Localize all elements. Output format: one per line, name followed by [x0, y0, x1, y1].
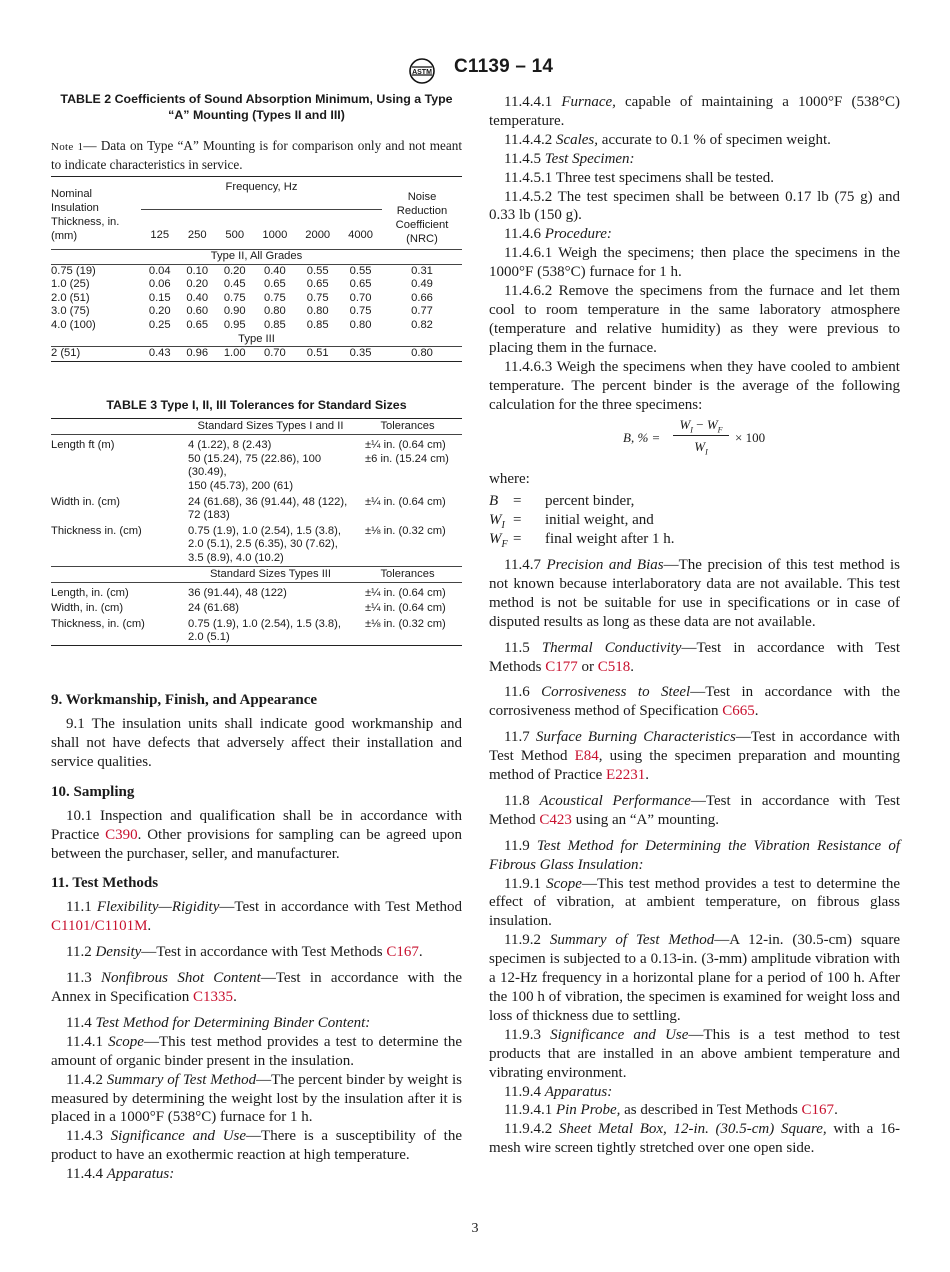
paragraph-text: . — [645, 767, 649, 784]
section-heading: 11. Test Methods — [51, 875, 159, 892]
table2-group-label: Type III — [51, 333, 462, 347]
astm-logo-icon — [408, 58, 452, 84]
sizes-cell — [188, 523, 353, 566]
paragraph-number: 11.4.5 — [504, 150, 545, 167]
table2-row — [51, 278, 462, 292]
sizes-cell — [188, 582, 353, 600]
paragraph-number: 11.9.4 — [504, 1083, 545, 1100]
where-symbol: B — [489, 493, 499, 510]
paragraph-11-4-1 — [51, 1033, 462, 1071]
paragraph-heading: Corrosiveness to Steel — [541, 684, 691, 701]
paragraph-number: 11.2 — [66, 944, 96, 961]
paragraph-number: 11.4.3 — [66, 1128, 111, 1145]
page-header — [0, 56, 950, 86]
col-frequency-header: Frequency, Hz — [141, 177, 382, 210]
table3-row — [51, 494, 462, 523]
paragraph-number: 11.9.1 — [504, 875, 547, 892]
paragraph-heading: Summary of Test Method — [106, 1071, 257, 1088]
coefficient-cell: 0.04 — [148, 264, 171, 277]
tolerance-cell — [353, 435, 462, 494]
paragraph-text: Three test specimens shall be tested. — [555, 169, 774, 186]
paragraph-text: . — [834, 1102, 838, 1119]
paragraph-number: 11.5 — [504, 639, 542, 656]
coefficient-cell: 0.70 — [349, 291, 372, 304]
where-definition: initial weight, and — [545, 512, 654, 529]
where-subscript: I — [501, 520, 505, 532]
paragraph-number: 11.7 — [504, 729, 536, 746]
tolerance-line: ±¼ in. (0.64 cm) — [365, 495, 446, 508]
reference-link[interactable]: C1101/C1101M — [51, 918, 148, 935]
coefficient-cell: 0.90 — [223, 305, 246, 318]
paragraph-11-9-4 — [489, 1083, 900, 1102]
section-heading: 9. Workmanship, Finish, and Appearance — [51, 691, 318, 708]
paragraph-number: 11.8 — [504, 792, 540, 809]
table3-header-row — [51, 419, 462, 435]
table3-caption: TABLE 3 Type I, II, III Tolerances for Standard Sizes — [106, 397, 407, 412]
paragraph-number: 11.4.4.1 — [504, 94, 562, 110]
paragraph-text: or — [577, 658, 598, 675]
tolerance-cell — [353, 523, 462, 566]
coefficient-cell: 0.51 — [306, 347, 329, 360]
equation-numerator: $W_I - W_F$ — [679, 417, 723, 435]
table3-row — [51, 435, 462, 494]
where-definitions — [489, 492, 900, 549]
table3-row — [51, 523, 462, 566]
reference-link[interactable]: C423 — [539, 811, 572, 828]
paragraph-number: 11.3 — [66, 970, 102, 987]
paragraph-number: 11.4.2 — [66, 1071, 107, 1088]
paragraph-number: 11.9.4.2 — [504, 1121, 559, 1138]
paragraph-heading: Furnace, — [561, 94, 616, 110]
nrc-cell: 0.82 — [411, 318, 433, 331]
where-definition: percent binder, — [545, 493, 635, 510]
table2-caption: TABLE 2 Coefficients of Sound Absorption Minimum, Using a Type “A” Mounting (Types II and III) — [60, 92, 453, 122]
paragraph-text: . — [147, 918, 152, 935]
where-definition-row — [489, 530, 900, 549]
sizes-header: Standard Sizes Types I and II — [188, 419, 353, 435]
paragraph-11-1 — [51, 898, 462, 936]
paragraph-11-4-4-1 — [489, 93, 900, 131]
paragraph-11-4-6-2 — [489, 282, 900, 358]
paragraph-11-4 — [51, 1014, 462, 1033]
paragraph-text: —Test in accordance with Test Method — [489, 792, 900, 828]
coefficient-cell: 0.95 — [223, 318, 246, 331]
tolerance-line: ±¼ in. (0.64 cm) — [365, 439, 446, 452]
paragraph-heading: Test Method for Determining the Vibration Resistance of Fibrous Glass Insulation: — [489, 837, 900, 873]
coefficient-cell: 0.20 — [148, 305, 171, 318]
paragraph-text: accurate to 0.1 % of specimen weight. — [598, 131, 831, 148]
coefficient-cell: 0.35 — [349, 347, 372, 360]
paragraph-number: 11.4.5.2 — [504, 188, 558, 205]
where-symbol: $W_I$ — [489, 512, 505, 532]
coefficient-cell: 0.55 — [349, 264, 372, 277]
paragraph-11-9 — [489, 837, 900, 875]
table2-group-row — [51, 250, 462, 265]
paragraph-11-6 — [489, 683, 900, 721]
coefficient-cell: 1.00 — [223, 347, 246, 360]
reference-link[interactable]: C665 — [722, 703, 755, 720]
coefficient-cell: 0.15 — [148, 291, 171, 304]
tolerance-cell — [353, 600, 462, 616]
paragraph-text: —This is a test method to test products that are installed in an above ambient temperature and vibrating environment. — [489, 1026, 900, 1081]
paragraph-11-8 — [489, 792, 900, 830]
paragraph-number: 11.4.6 — [504, 226, 545, 243]
coefficient-cell: 0.75 — [223, 291, 246, 304]
where-equals: = — [513, 512, 522, 529]
paragraph-text: —Test in accordance with Test Methods — [489, 639, 900, 675]
paragraph-number: 11.4.7 — [504, 556, 547, 573]
coefficient-cell: 0.75 — [263, 291, 286, 304]
col-thickness-header: Nominal Insulation Thickness, in. (mm) — [51, 188, 120, 242]
table2-row — [51, 347, 462, 362]
sizes-line: 24 (61.68), 36 (91.44), 48 (122), — [188, 495, 348, 508]
paragraph-11-4-5 — [489, 150, 900, 169]
dimension-label: Width, in. (cm) — [51, 602, 124, 615]
paragraph-11-9-4-2 — [489, 1120, 900, 1158]
paragraph-text: . Other provisions for sampling can be agreed upon between the purchaser, seller, and manufacturer. — [51, 826, 462, 862]
where-definition-row — [489, 511, 900, 530]
col-nrc-header: Noise Reduction Coefficient (NRC) — [395, 191, 449, 245]
paragraph-number: 11.4.4.2 — [504, 131, 556, 148]
dimension-label: Width in. (cm) — [51, 495, 120, 508]
paragraph-number: 11.4.4 — [66, 1166, 107, 1183]
section-heading: 10. Sampling — [51, 783, 135, 800]
paragraph-text: , using the specimen preparation and mounting method of Practice — [489, 748, 900, 784]
reference-link[interactable]: C167 — [801, 1102, 835, 1119]
paragraph-text: capable of maintaining a 1000°F (538°C) temperature. — [489, 94, 900, 129]
paragraph-10-1 — [51, 807, 462, 864]
paragraph-heading: Scales, — [555, 131, 599, 148]
coefficient-cell: 0.80 — [349, 318, 372, 331]
tolerances-header: Tolerances — [353, 419, 462, 435]
paragraph-11-4-5-1 — [489, 169, 900, 188]
paragraph-number: 11.9.3 — [504, 1026, 551, 1043]
paragraph-number: 11.4.6.2 — [504, 283, 559, 300]
paragraph-heading: Nonfibrous Shot Content — [101, 970, 261, 987]
paragraph-heading: Scope — [546, 875, 582, 892]
sizes-cell — [188, 600, 353, 616]
paragraph-11-9-2 — [489, 931, 900, 1026]
frequency-header-250: 250 — [187, 229, 207, 241]
tolerance-line: ±⅛ in. (0.32 cm) — [365, 617, 446, 630]
paragraph-number: 11.4.6.3 — [504, 358, 557, 375]
table2-row — [51, 319, 462, 333]
paragraph-text: . — [418, 944, 423, 961]
paragraph-heading: Precision and Bias — [546, 556, 664, 573]
paragraph-text: —This test method provides a test to determine the amount of organic binder present in the insulation. — [51, 1033, 462, 1069]
paragraph-11-5 — [489, 639, 900, 677]
paragraph-11-4-6-1 — [489, 244, 900, 282]
coefficient-cell: 0.40 — [186, 291, 209, 304]
paragraph-text: Inspection and qualification shall be in accordance with Practice — [51, 807, 463, 843]
paragraph-text: using an “A” mounting. — [571, 811, 720, 828]
dimension-label: Length, in. (cm) — [51, 586, 129, 599]
paragraph-heading: Apparatus: — [106, 1166, 175, 1183]
table2-note — [51, 137, 462, 173]
table2-sound-absorption — [51, 176, 462, 362]
paragraph-number: 11.1 — [66, 899, 97, 916]
coefficient-cell: 0.75 — [349, 305, 372, 318]
table3-row — [51, 616, 462, 646]
page-number: 3 — [471, 1221, 479, 1236]
binder-equation — [489, 414, 900, 470]
coefficient-cell: 0.80 — [263, 305, 286, 318]
nrc-cell: 0.49 — [411, 278, 433, 291]
coefficient-cell: 0.65 — [263, 278, 286, 291]
paragraph-text: . — [233, 989, 237, 1006]
paragraph-text: Weigh the specimens; then place the specimens in the 1000°F (538°C) furnace for 1 h. — [489, 245, 900, 281]
where-definition: final weight after 1 h. — [545, 531, 675, 548]
paragraph-heading: Flexibility—Rigidity — [96, 899, 220, 916]
table3-row — [51, 600, 462, 616]
paragraph-11-4-7 — [489, 556, 900, 632]
sizes-line: 0.75 (1.9), 1.0 (2.54), 1.5 (3.8), — [188, 524, 341, 537]
tolerances-header: Tolerances — [353, 566, 462, 582]
coefficient-cell: 0.20 — [223, 264, 246, 277]
thickness-cell: 0.75 (19) — [51, 264, 96, 277]
sizes-cell — [188, 435, 353, 494]
equation-lhs: B, % = — [623, 430, 661, 446]
paragraph-11-9-3 — [489, 1026, 900, 1083]
coefficient-cell: 0.10 — [186, 264, 209, 277]
nrc-cell: 0.77 — [411, 305, 433, 318]
table3-tolerances — [51, 418, 462, 646]
document-id: C1139 – 14 — [454, 56, 554, 77]
dimension-label: Length ft (m) — [51, 439, 115, 452]
where-equals: = — [513, 493, 522, 510]
reference-link[interactable]: C177 — [545, 658, 578, 675]
tolerance-cell — [353, 582, 462, 600]
right-column — [489, 93, 900, 1158]
equation-denominator: $W_I$ — [694, 439, 708, 457]
table2-row — [51, 264, 462, 278]
sizes-line: 150 (45.73), 200 (61) — [188, 480, 294, 493]
paragraph-heading: Surface Burning Characteristics — [535, 729, 736, 746]
paragraph-heading: Test Method for Determining Binder Content: — [95, 1014, 371, 1031]
tolerance-line: ±¼ in. (0.64 cm) — [365, 602, 446, 615]
nrc-cell: 0.66 — [411, 291, 433, 304]
paragraph-text: —Test in accordance with Test Methods — [141, 944, 387, 961]
sizes-line: 72 (183) — [188, 509, 230, 522]
paragraph-number: 11.9.4.1 — [504, 1102, 556, 1119]
coefficient-cell: 0.40 — [263, 264, 286, 277]
paragraph-11-4-6 — [489, 225, 900, 244]
tolerance-cell — [353, 616, 462, 646]
paragraph-text: —The precision of this test method is not known because interlaboratory data are not available. This test method is not be suitable for use in specifications or in case of disputed results as long as these data are not available. — [489, 556, 900, 630]
paragraph-number: 11.9 — [504, 837, 537, 854]
paragraph-heading: Acoustical Performance — [539, 792, 691, 809]
sizes-line: 2.0 (5.1) — [188, 631, 230, 644]
coefficient-cell: 0.20 — [186, 278, 209, 291]
paragraph-11-4-2 — [51, 1071, 462, 1128]
left-column — [51, 92, 462, 1184]
sizes-cell — [188, 616, 353, 646]
paragraph-heading: Sheet Metal Box, 12-in. (30.5-cm) Square, — [558, 1121, 827, 1138]
paragraph-number: 9.1 — [66, 715, 92, 732]
coefficient-cell: 0.65 — [306, 278, 329, 291]
paragraph-text: with a 16-mesh wire screen tightly stretched over one open side. — [489, 1121, 900, 1157]
reference-link[interactable]: E2231 — [606, 767, 646, 784]
coefficient-cell: 0.96 — [186, 347, 209, 360]
sizes-header: Standard Sizes Types III — [188, 566, 353, 582]
thickness-cell: 3.0 (75) — [51, 305, 90, 318]
sizes-line: 36 (91.44), 48 (122) — [188, 586, 287, 599]
paragraph-9-1 — [51, 715, 462, 772]
paragraph-text: —There is a susceptibility of the product to have an exothermic reaction at high temperature. — [51, 1128, 462, 1164]
where-definition-row — [489, 492, 900, 511]
paragraph-text: as described in Test Methods — [620, 1102, 802, 1119]
sizes-line: 4 (1.22), 8 (2.43) — [188, 439, 272, 452]
paragraph-heading: Procedure: — [544, 226, 612, 243]
where-symbol: $W_F$ — [489, 531, 508, 551]
coefficient-cell: 0.65 — [186, 318, 209, 331]
thickness-cell: 1.0 (25) — [51, 278, 90, 291]
thickness-cell: 2.0 (51) — [51, 291, 90, 304]
tolerance-line: ±⅛ in. (0.32 cm) — [365, 524, 446, 537]
where-subscript: F — [501, 539, 508, 551]
paragraph-heading: Density — [95, 944, 142, 961]
table3-header-blank — [51, 566, 188, 582]
paragraph-number: 11.4.1 — [66, 1033, 109, 1050]
tolerance-line: ±6 in. (15.24 cm) — [365, 452, 449, 465]
paragraph-11-4-5-2 — [489, 188, 900, 226]
paragraph-heading: Significance and Use — [110, 1128, 247, 1145]
paragraph-number: 10.1 — [66, 807, 100, 824]
coefficient-cell: 0.25 — [148, 318, 171, 331]
reference-link[interactable]: C518 — [597, 658, 631, 675]
reference-link[interactable]: C167 — [386, 944, 419, 961]
paragraph-text: . — [754, 703, 759, 720]
paragraph-number: 11.4.5.1 — [504, 169, 556, 186]
where-label: where: — [489, 471, 530, 488]
equation-multiplier: × 100 — [735, 430, 766, 446]
table3-header-blank — [51, 419, 188, 435]
paragraph-11-2 — [51, 943, 462, 962]
coefficient-cell: 0.55 — [306, 264, 329, 277]
coefficient-cell: 0.45 — [223, 278, 246, 291]
note-label: Note 1 — [51, 141, 84, 153]
paragraph-text: —Test in accordance with Test Method — [219, 899, 462, 916]
coefficient-cell: 0.80 — [306, 305, 329, 318]
frequency-header-1000: 1000 — [262, 229, 288, 241]
sizes-cell — [188, 494, 353, 523]
nrc-cell: 0.31 — [411, 264, 433, 277]
table2-group-row — [51, 333, 462, 347]
right-body-top — [489, 93, 900, 414]
frequency-header-4000: 4000 — [348, 229, 373, 241]
sizes-line: 24 (61.68) — [188, 602, 239, 615]
paragraph-heading: Summary of Test Method — [549, 932, 715, 949]
paragraph-text: —Test in accordance with Test Method — [489, 729, 900, 765]
paragraph-11-7 — [489, 728, 900, 785]
frequency-header-2000: 2000 — [305, 229, 331, 241]
paragraph-11-9-1 — [489, 875, 900, 932]
sizes-line: 3.5 (8.9), 4.0 (10.2) — [188, 552, 284, 564]
coefficient-cell: 0.43 — [148, 347, 171, 360]
right-body-bottom — [489, 556, 900, 1158]
paragraph-text: —A 12-in. (30.5-cm) square specimen is subjected to a 0.13-in. (3-mm) amplitude vibration with a 12-Hz frequency in a horizontal plane for a period of 100 h. After the 100 h of vibration, the specimen is examined for weight loss and loss of thickness due to settling. — [489, 932, 900, 1024]
coefficient-cell: 0.06 — [148, 278, 171, 291]
paragraph-text: Weigh the specimens when they have cooled to ambient temperature. The percent binder is the average of the following calculation for the three specimens: — [489, 358, 900, 413]
paragraph-11-9-4-1 — [489, 1101, 900, 1120]
tolerance-line: ±¼ in. (0.64 cm) — [365, 586, 446, 599]
equation-fraction-bar — [673, 435, 729, 436]
logo-text: ASTM — [412, 69, 432, 76]
coefficient-cell: 0.85 — [263, 318, 286, 331]
dimension-label: Thickness in. (cm) — [51, 524, 142, 537]
paragraph-number: 11.9.2 — [504, 932, 550, 949]
thickness-cell: 2 (51) — [51, 347, 81, 360]
paragraph-text: —The percent binder by weight is measured by determining the weight lost by the insulation after it is placed in a 1000°F (538°C) furnace for 1 h. — [51, 1071, 462, 1126]
table3-header-row — [51, 566, 462, 582]
table2-header-row — [51, 177, 462, 210]
paragraph-heading: Thermal Conductivity — [541, 639, 682, 656]
sizes-line: 2.0 (5.1), 2.5 (6.35), 30 (7.62), — [188, 538, 338, 551]
reference-link[interactable]: C1335 — [193, 989, 234, 1006]
paragraph-heading: Test Specimen: — [544, 150, 635, 167]
table2-group-label: Type II, All Grades — [51, 250, 462, 265]
nrc-cell: 0.80 — [411, 347, 433, 360]
reference-link[interactable]: C390 — [105, 826, 138, 843]
left-body-text — [51, 691, 462, 1184]
coefficient-cell: 0.60 — [186, 305, 209, 318]
paragraph-11-4-3 — [51, 1127, 462, 1165]
sizes-line: 50 (15.24), 75 (22.86), 100 (30.49), — [188, 452, 322, 479]
paragraph-11-4-4 — [51, 1165, 462, 1184]
paragraph-number: 11.4 — [66, 1014, 96, 1031]
paragraph-heading: Scope — [108, 1033, 144, 1050]
note-text: — Data on Type “A” Mounting is for comparison only and not meant to indicate characteristics in service. — [51, 138, 463, 172]
thickness-cell: 4.0 (100) — [51, 318, 96, 331]
paragraph-text: The test specimen shall be between 0.17 lb (75 g) and 0.33 lb (150 g). — [489, 188, 900, 224]
tolerance-cell — [353, 494, 462, 523]
paragraph-text: —Test in accordance with the Annex in Specification — [51, 970, 462, 1006]
coefficient-cell: 0.75 — [306, 291, 329, 304]
paragraph-number: 11.4.6.1 — [504, 245, 559, 262]
paragraph-text: Remove the specimens from the furnace and let them cool to room temperature in the same laboratory atmosphere (temperature and relative humidity) as they were previous to placing them in the furnace. — [489, 283, 900, 356]
paragraph-text: . — [630, 658, 635, 675]
table2-row — [51, 305, 462, 319]
paragraph-heading: Significance and Use — [550, 1026, 689, 1043]
paragraph-text: —Test in accordance with the corrosiveness method of Specification — [489, 684, 900, 720]
coefficient-cell: 0.85 — [306, 318, 329, 331]
paragraph-heading: Apparatus: — [544, 1083, 613, 1100]
table2-row — [51, 292, 462, 306]
paragraph-11-4-4-2 — [489, 131, 900, 150]
paragraph-11-4-6-3 — [489, 358, 900, 415]
coefficient-cell: 0.65 — [349, 278, 372, 291]
paragraph-text: The insulation units shall indicate good workmanship and shall not have defects that adversely affect their installation and service qualities. — [51, 715, 462, 770]
frequency-header-500: 500 — [225, 229, 245, 241]
dimension-label: Thickness, in. (cm) — [51, 617, 145, 630]
frequency-header-125: 125 — [150, 229, 170, 241]
paragraph-11-3 — [51, 969, 462, 1007]
reference-link[interactable]: E84 — [574, 748, 599, 765]
coefficient-cell: 0.70 — [263, 347, 286, 360]
where-equals: = — [513, 531, 522, 548]
sizes-line: 0.75 (1.9), 1.0 (2.54), 1.5 (3.8), — [188, 617, 341, 630]
table3-row — [51, 582, 462, 600]
paragraph-number: 11.6 — [504, 684, 542, 701]
paragraph-heading: Pin Probe, — [555, 1102, 621, 1119]
paragraph-text: —This test method provides a test to determine the effect of vibration, at ambient temperature, on fibrous glass insulation. — [489, 875, 900, 930]
